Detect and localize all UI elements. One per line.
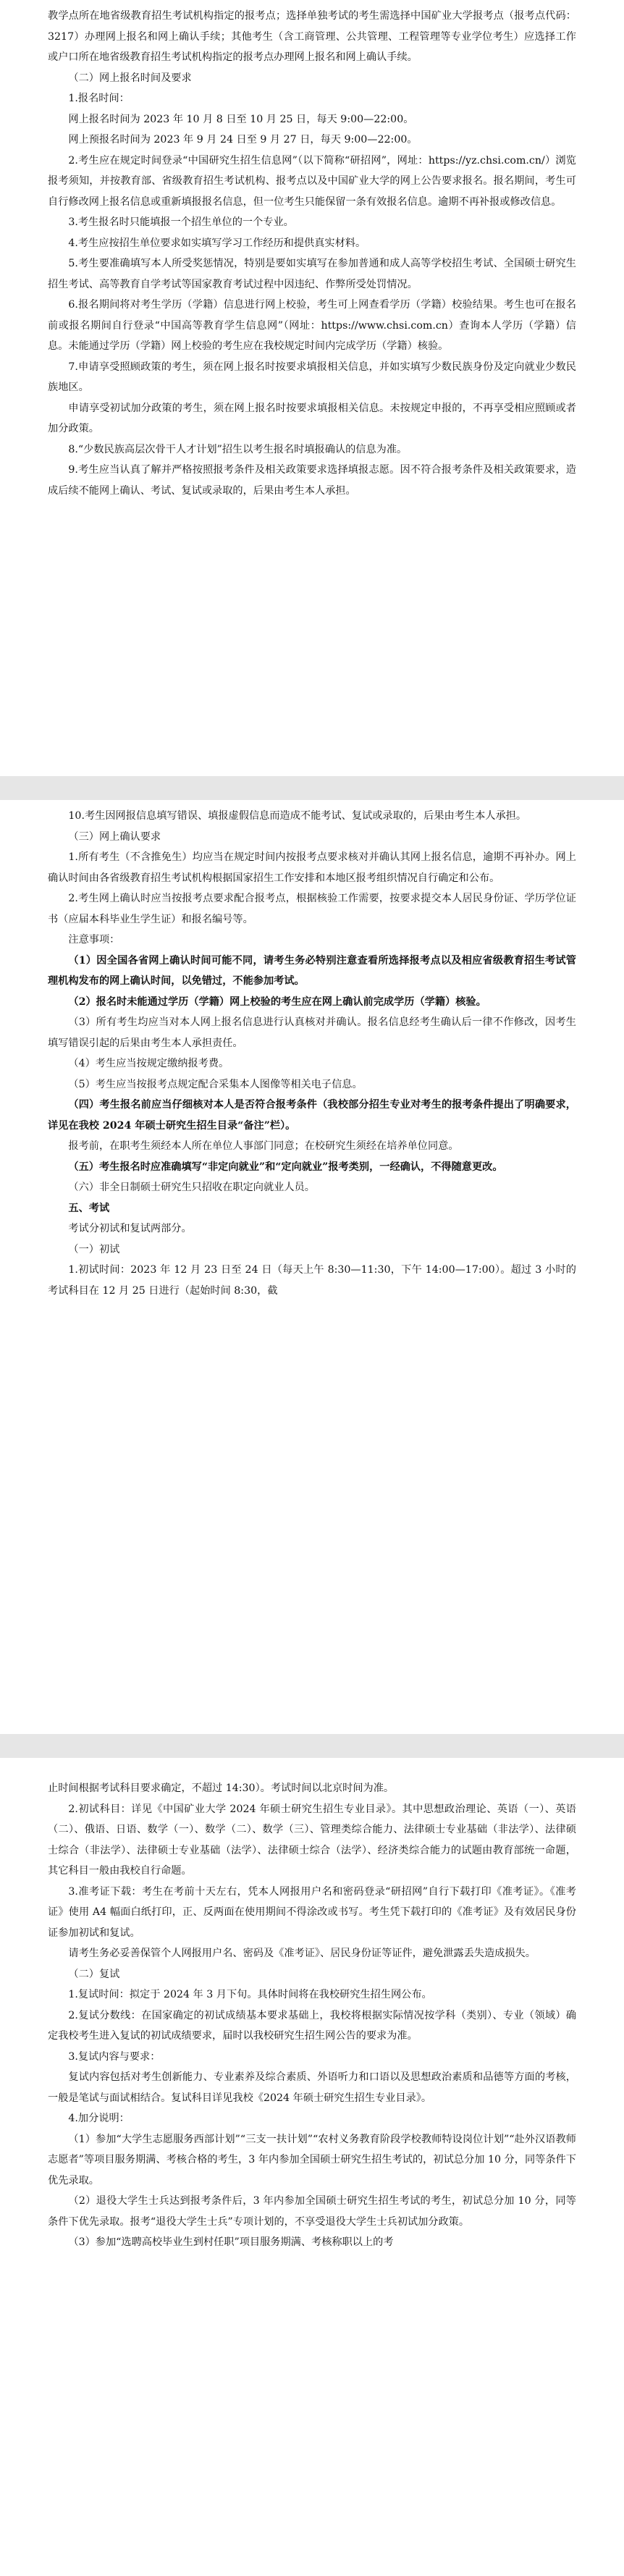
- paragraph: 10.考生因网报信息填写错误、填报虚假信息而造成不能考试、复试或录取的，后果由考生本人承担。: [68, 810, 527, 822]
- paragraph: 复试内容包括对考生创新能力、专业素养及综合素质、外语听力和口语以及思想政治素质和品德等方面的考核，一般是笔试与面试相结合。复试科目详见我校《2024 年硕士研究生招生专业目录》。: [48, 2071, 576, 2104]
- paragraph: 考试分初试和复试两部分。: [68, 1223, 192, 1234]
- paragraph: 7.申请享受照顾政策的考生，须在网上报名时按要求填报相关信息，并如实填写少数民族身份及定向就业少数民族地区。: [48, 361, 576, 393]
- paragraph: 2.考生网上确认时应当按报考点要求配合报考点，根据核验工作需要，按要求提交本人居民身份证、学历学位证书（应届本科毕业生学生证）和报名编号等。: [48, 893, 576, 925]
- paragraph: 网上预报名时间为 2023 年 9 月 24 日至 9 月 27 日，每天 9:00—22:00。: [68, 134, 418, 146]
- paragraph: （5）考生应当按报考点规定配合采集本人图像等相关电子信息。: [68, 1078, 363, 1090]
- paragraph: （二）网上报名时间及要求: [68, 72, 192, 84]
- paragraph: 请考生务必妥善保管个人网报用户名、密码及《准考证》、居民身份证等证件，避免泄露丢失造成损失。: [68, 1948, 536, 1959]
- paragraph: （四）考生报名前应当仔细核对本人是否符合报考条件（我校部分招生专业对考生的报考条件提出了明确要求，详见在我校 2024 年硕士研究生招生目录“备注”栏）。: [48, 1099, 576, 1132]
- paragraph: （二）复试: [68, 1968, 120, 1980]
- paragraph: （三）网上确认要求: [68, 830, 161, 843]
- paragraph: 报考前，在职考生须经本人所在单位人事部门同意；在校研究生须经在培养单位同意。: [68, 1140, 459, 1152]
- paragraph: 1.复试时间：拟定于 2024 年 3 月下旬。具体时间将在我校研究生招生网公布。: [68, 1989, 432, 2000]
- paragraph: 2.考生应在规定时间登录“中国研究生招生信息网”（以下简称“研招网”，网址：https://yz.chsi.com.cn/）浏览报考须知，并按教育部、省级教育招生考试机构、报考点以及中国矿业大学的网上公告要求报名。报名期间，考生可自行修改网上报名信息或重新填报报名信息，但一位考生只能保留一条有效报名信息。逾期不再补报或修改信息。: [48, 154, 576, 208]
- paragraph: 1.初试时间：2023 年 12 月 23 日至 24 日（每天上午 8:30—11:30，下午 14:00—17:00）。超过 3 小时的考试科目在 12 月 25 日进行（起始时间 8:30，截: [48, 1264, 576, 1297]
- paragraph: 3.准考证下载：考生在考前十天左右，凭本人网报用户名和密码登录“研招网”自行下载打印《准考证》。《准考证》使用 A4 幅面白纸打印，正、反两面在使用期间不得涂改或书写。考生凭下载打印的《准考证》及有效居民身份证参加初试和复试。: [48, 1885, 576, 1939]
- paragraph: （一）初试: [68, 1243, 120, 1255]
- paragraph: 止时间根据考试科目要求确定，不超过 14:30）。考试时间以北京时间为准。: [48, 1782, 395, 1794]
- paragraph: 4.加分说明：: [68, 2113, 130, 2124]
- paragraph: 1.报名时间：: [68, 93, 130, 104]
- paragraph: 8.“少数民族高层次骨干人才计划”招生以考生报名时填报确认的信息为准。: [68, 443, 408, 455]
- paragraph: 五、考试: [68, 1202, 110, 1214]
- paragraph: （2）退役大学生士兵达到报考条件后，3 年内参加全国硕士研究生招生考试的考生，初试总分加 10 分，同等条件下优先录取。报考“退役大学生士兵”专项计划的，不享受退役大学生士兵初试加分政策。: [48, 2195, 576, 2228]
- paragraph: 注意事项：: [68, 934, 120, 946]
- paragraph: （3）所有考生均应当对本人网上报名信息进行认真核对并确认。报名信息经考生确认后一律不作修改，因考生填写错误引起的后果由考生本人承担责任。: [48, 1016, 576, 1049]
- paragraph: 9.考生应当认真了解并严格按照报考条件及相关政策要求选择填报志愿。因不符合报考条件及相关政策要求，造成后续不能网上确认、考试、复试或录取的，后果由考生本人承担。: [48, 464, 576, 497]
- paragraph: 申请享受初试加分政策的考生，须在网上报名时按要求填报相关信息。未按规定申报的，不再享受相应照顾或者加分政策。: [48, 402, 576, 434]
- document-page-3: [0, 1758, 624, 2576]
- paragraph: 教学点所在地省级教育招生考试机构指定的报考点；选择单独考试的考生需选择中国矿业大学报考点（报考点代码：3217）办理网上报名和网上确认手续；其他考生（含工商管理、公共管理、工程管理等专业学位考生）应选择工作或户口所在地省级教育招生考试机构指定的报考点办理网上报名和网上确认手续。: [48, 10, 576, 63]
- paragraph: （4）考生应当按规定缴纳报考费。: [68, 1058, 229, 1069]
- paragraph: 6.报名期间将对考生学历（学籍）信息进行网上校验，考生可上网查看学历（学籍）校验结果。考生也可在报名前或报名期间自行登录“中国高等教育学生信息网”（网址：https://www.chsi.com.cn）查询本人学历（学籍）信息。未能通过学历（学籍）网上校验的考生应在我校规定时间内完成学历（学籍）核验。: [48, 299, 576, 352]
- paragraph: 3.考生报名时只能填报一个招生单位的一个专业。: [68, 216, 294, 228]
- paragraph: （3）参加“选聘高校毕业生到村任职”项目服务期满、考核称职以上的考: [68, 2236, 394, 2248]
- document-page-1: [0, 0, 624, 776]
- paragraph: 3.复试内容与要求：: [68, 2050, 161, 2063]
- paragraph: 5.考生要准确填写本人所受奖惩情况，特别是要如实填写在参加普通和成人高等学校招生考试、全国硕士研究生招生考试、高等教育自学考试等国家教育考试过程中因违纪、作弊所受处罚情况。: [48, 258, 576, 290]
- paragraph: 1.所有考生（不含推免生）均应当在规定时间内按报考点要求核对并确认其网上报名信息，逾期不再补办。网上确认时间由各省级教育招生考试机构根据国家招生工作安排和本地区报考组织情况自行确定和公布。: [48, 851, 576, 884]
- document-page-2: [0, 800, 624, 1734]
- paragraph: （五）考生报名时应准确填写“非定向就业”和“定向就业”报考类别，一经确认，不得随意更改。: [68, 1161, 503, 1173]
- paragraph: （1）因全国各省网上确认时间可能不同，请考生务必特别注意查看所选择报考点以及相应省级教育招生考试管理机构发布的网上确认时间，以免错过，不能参加考试。: [48, 954, 576, 987]
- paragraph: 网上报名时间为 2023 年 10 月 8 日至 10 月 25 日，每天 9:00—22:00。: [68, 113, 414, 125]
- paragraph: （1）参加“大学生志愿服务西部计划”“三支一扶计划”“农村义务教育阶段学校教师特设岗位计划”“赴外汉语教师志愿者”等项目服务期满、考核合格的考生，3 年内参加全国硕士研究生招生考试的，初试总分加 10 分，同等条件下优先录取。: [48, 2133, 576, 2186]
- paragraph: 4.考生应按招生单位要求如实填写学习工作经历和提供真实材料。: [68, 237, 366, 249]
- paragraph: 2.初试科目：详见《中国矿业大学 2024 年硕士研究生招生专业目录》。其中思想政治理论、英语（一）、英语（二）、俄语、日语、数学（一）、数学（二）、数学（三）、管理类综合能力、法律硕士专业基础（非法学）、法律硕士综合（非法学）、法律硕士专业基础（法学）、法律硕士综合（法学）、经济类综合能力的试题由教育部统一命题，其它科目一般由我校自行命题。: [48, 1803, 576, 1877]
- paragraph: （2）报名时未能通过学历（学籍）网上校验的考生应在网上确认前完成学历（学籍）核验。: [68, 996, 486, 1008]
- paragraph: （六）非全日制硕士研究生只招收在职定向就业人员。: [68, 1182, 315, 1193]
- paragraph: 2.复试分数线：在国家确定的初试成绩基本要求基础上，我校将根据实际情况按学科（类别）、专业（领域）确定我校考生进入复试的初试成绩要求，届时以我校研究生招生网公告的要求为准。: [48, 2009, 576, 2042]
